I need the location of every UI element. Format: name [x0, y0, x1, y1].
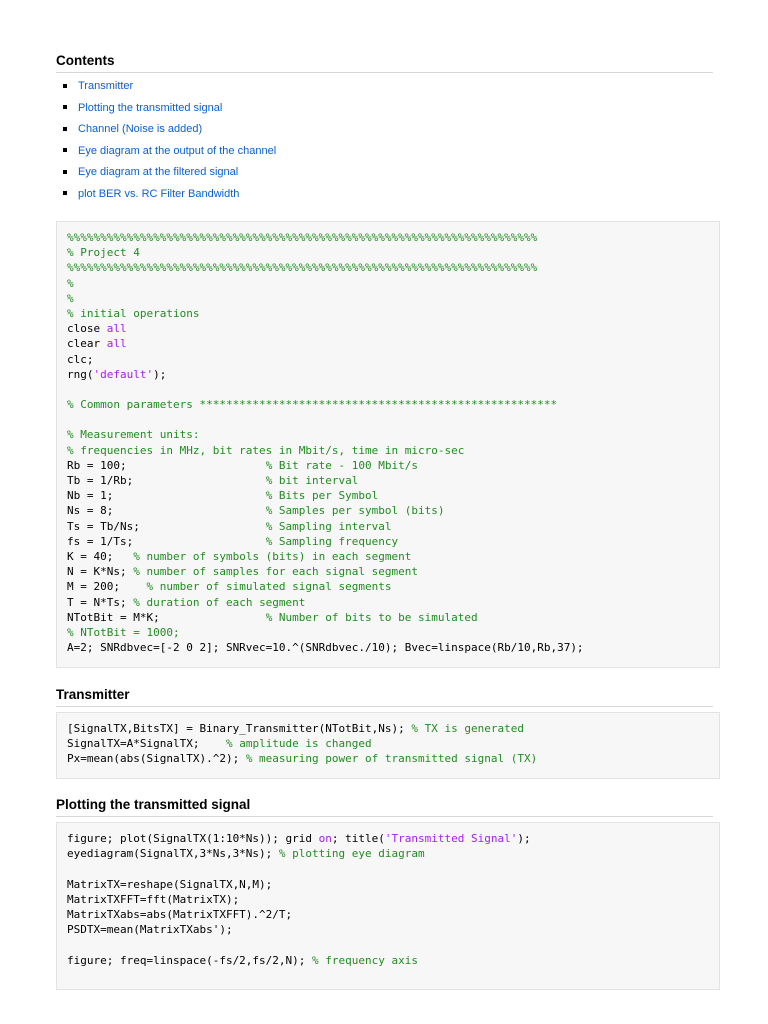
contents-item: [56, 121, 276, 143]
code-text: Ns = 8;: [67, 504, 266, 518]
code-text: N = K*Ns;: [67, 565, 134, 579]
code-comment: %: [67, 291, 74, 305]
contents-item: [56, 78, 276, 100]
code-block-plotting: [56, 822, 720, 990]
contents-list: [56, 78, 276, 207]
bullet-icon: [63, 127, 67, 131]
code-comment: % Samples per symbol (bits): [265, 504, 445, 518]
code-line: [67, 922, 719, 937]
code-text: MatrixTXFFT=fft(MatrixTX);: [67, 892, 240, 906]
code-string: 'Transmitted Signal': [384, 832, 518, 845]
code-comment: % initial operations: [67, 306, 200, 320]
code-text: clear: [67, 337, 107, 351]
code-block-setup: [56, 221, 720, 668]
code-comment: % Common parameters ******************************************************: [67, 398, 558, 412]
code-text: );: [517, 832, 531, 845]
code-text: );: [153, 367, 167, 381]
code-text: fs = 1/Ts;: [67, 534, 266, 548]
code-text: figure; plot(SignalTX(1:10*Ns)); grid: [67, 832, 319, 845]
code-comment: % Number of bits to be simulated: [265, 610, 478, 624]
code-comment: % number of simulated signal segments: [146, 580, 392, 594]
code-line: [67, 352, 719, 367]
code-text: Ts = Tb/Ns;: [67, 519, 266, 533]
code-line: [67, 640, 719, 655]
contents-item: [56, 143, 276, 165]
code-line: [67, 736, 719, 751]
code-text: [SignalTX,BitsTX] = Binary_Transmitter(NTotBit,Ns);: [67, 722, 412, 735]
code-comment: % plotting eye diagram: [278, 847, 425, 861]
code-text: K = 40;: [67, 549, 134, 563]
code-line: [67, 831, 719, 846]
code-text: rng(: [67, 367, 94, 381]
code-text: figure; freq=linspace(-fs/2,fs/2,N);: [67, 953, 313, 967]
code-line: [67, 519, 719, 534]
code-line: [67, 595, 719, 610]
code-text: Px=mean(abs(SignalTX).^2);: [67, 752, 246, 766]
code-text: NTotBit = M*K;: [67, 610, 266, 624]
code-line: [67, 503, 719, 518]
bullet-icon: [63, 148, 67, 152]
code-line: [67, 721, 719, 736]
toc-link-transmitter[interactable]: Transmitter: [78, 80, 134, 92]
code-line: [67, 564, 719, 579]
code-text: close: [67, 322, 107, 336]
code-comment: % Bit rate - 100 Mbit/s: [265, 458, 419, 472]
code-line: [67, 846, 719, 861]
code-comment: % Measurement units:: [67, 428, 200, 442]
bullet-icon: [63, 191, 67, 195]
code-comment: %%%%%%%%%%%%%%%%%%%%%%%%%%%%%%%%%%%%%%%%%%%%%%%%%%%%%%%%%%%%%%%%%%%%%%%: [67, 231, 538, 244]
code-line: [67, 861, 719, 876]
code-line: [67, 321, 719, 336]
code-line: [67, 397, 719, 412]
code-line: [67, 579, 719, 594]
code-text: M = 200;: [67, 580, 147, 594]
code-line: [67, 751, 719, 766]
code-comment: %: [67, 276, 74, 290]
bullet-icon: [63, 105, 67, 109]
code-comment: % frequencies in MHz, bit rates in Mbit/s, time in micro-sec: [67, 443, 465, 457]
code-line: [67, 892, 719, 907]
code-block-transmitter: [56, 712, 720, 779]
contents-item: [56, 100, 276, 122]
contents-heading: Contents: [56, 53, 713, 73]
code-text: PSDTX=mean(MatrixTXabs');: [67, 923, 233, 937]
code-line: [67, 382, 719, 397]
section-heading-plotting: Plotting the transmitted signal: [56, 797, 713, 817]
code-comment: % Project 4: [67, 246, 140, 260]
code-text: eyediagram(SignalTX,3*Ns,3*Ns);: [67, 847, 279, 861]
code-comment: % Bits per Symbol: [265, 489, 379, 503]
code-line: [67, 260, 719, 275]
code-string: all: [106, 337, 127, 351]
code-line: [67, 534, 719, 549]
code-line: [67, 427, 719, 442]
code-text: A=2; SNRdbvec=[-2 0 2]; SNRvec=10.^(SNRdbvec./10); Bvec=linspace(Rb/10,Rb,37);: [67, 641, 584, 655]
code-comment: % number of symbols (bits) in each segment: [133, 549, 412, 563]
code-comment: % frequency axis: [312, 953, 419, 967]
code-text: MatrixTXabs=abs(MatrixTXFFT).^2/T;: [67, 907, 293, 921]
code-comment: % amplitude is changed: [225, 737, 372, 751]
code-line: [67, 877, 719, 892]
toc-link-eye-channel[interactable]: Eye diagram at the output of the channel: [78, 144, 277, 157]
code-line: [67, 625, 719, 640]
code-line: [67, 937, 719, 952]
code-line: [67, 276, 719, 291]
code-line: [67, 610, 719, 625]
code-line: [67, 245, 719, 260]
code-string: on: [318, 832, 332, 845]
toc-link-channel[interactable]: Channel (Noise is added): [78, 123, 203, 135]
code-line: [67, 230, 719, 245]
code-line: [67, 443, 719, 458]
code-string: all: [106, 322, 127, 336]
code-text: Nb = 1;: [67, 489, 266, 503]
code-text: MatrixTX=reshape(SignalTX,N,M);: [67, 877, 273, 891]
code-text: clc;: [67, 352, 94, 366]
contents-item: [56, 164, 276, 186]
code-text: Rb = 100;: [67, 458, 266, 472]
contents-item: [56, 186, 276, 208]
code-text: ; title(: [331, 832, 385, 845]
code-line: [67, 306, 719, 321]
code-comment: % Sampling interval: [265, 519, 392, 533]
code-line: [67, 907, 719, 922]
bullet-icon: [63, 84, 67, 88]
code-comment: % TX is generated: [411, 722, 524, 735]
code-line: [67, 458, 719, 473]
code-text: T = N*Ts;: [67, 595, 134, 609]
code-line: [67, 953, 719, 968]
toc-link-ber-plot[interactable]: plot BER vs. RC Filter Bandwidth: [78, 187, 240, 200]
bullet-icon: [63, 170, 67, 174]
code-comment: % measuring power of transmitted signal (TX): [245, 752, 538, 766]
code-line: [67, 336, 719, 351]
code-comment: % bit interval: [265, 474, 359, 487]
toc-link-eye-filtered[interactable]: Eye diagram at the filtered signal: [78, 166, 239, 178]
code-line: [67, 473, 719, 488]
code-string: 'default': [93, 367, 154, 381]
toc-link-plotting[interactable]: Plotting the transmitted signal: [78, 101, 223, 114]
code-line: [67, 549, 719, 564]
code-comment: % number of samples for each signal segment: [133, 565, 419, 579]
code-line: [67, 488, 719, 503]
code-comment: % NTotBit = 1000;: [67, 625, 180, 639]
code-comment: %%%%%%%%%%%%%%%%%%%%%%%%%%%%%%%%%%%%%%%%%%%%%%%%%%%%%%%%%%%%%%%%%%%%%%%: [67, 261, 538, 275]
code-text: SignalTX=A*SignalTX;: [67, 737, 226, 751]
code-line: [67, 412, 719, 427]
code-text: Tb = 1/Rb;: [67, 474, 266, 487]
code-comment: % duration of each segment: [133, 595, 306, 609]
code-line: [67, 367, 719, 382]
code-comment: % Sampling frequency: [265, 534, 399, 548]
section-heading-transmitter: Transmitter: [56, 687, 713, 707]
code-line: [67, 291, 719, 306]
